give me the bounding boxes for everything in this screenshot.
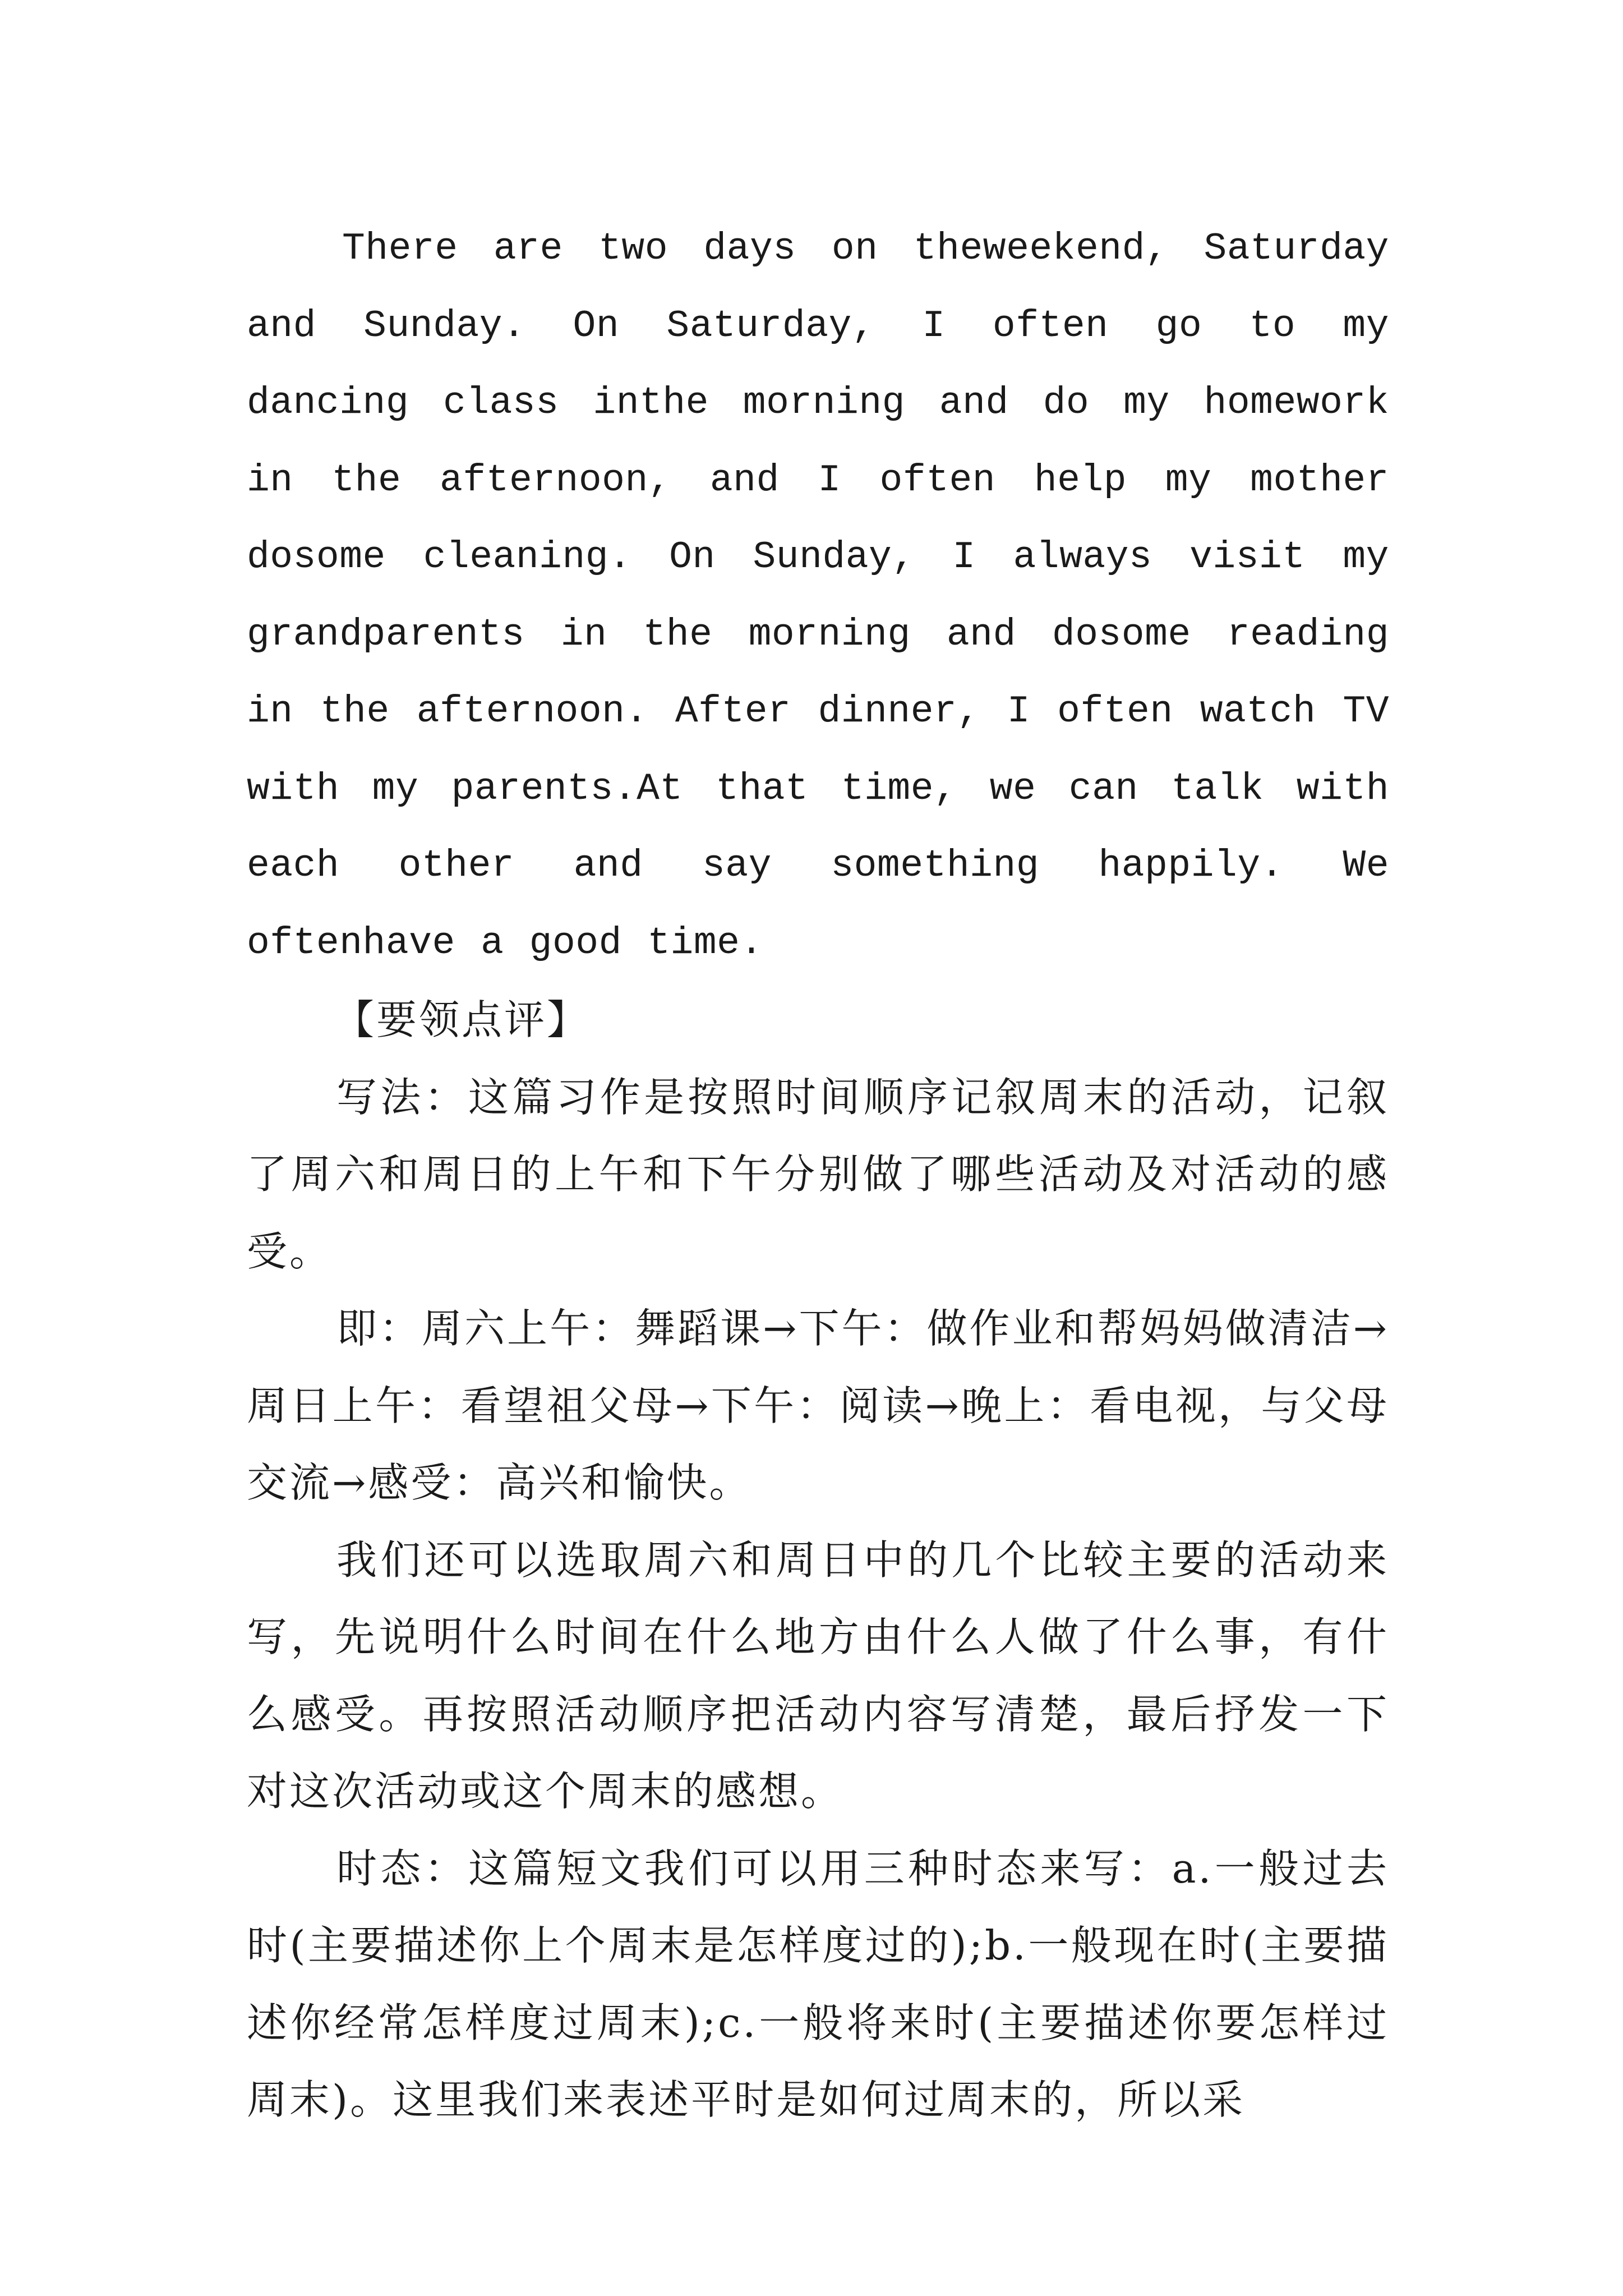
writing-method-paragraph: 写法：这篇习作是按照时间顺序记叙周末的活动，记叙了周六和周日的上午和下午分别做了哪些活动及对活动的感受。 xyxy=(247,1073,1389,1275)
document-page xyxy=(247,210,1389,2139)
english-essay-paragraph: There are two days on theweekend, Saturday and Sunday. On Saturday, I often go to my dancing class inthe morning and do my homework in the afternoon, and I often help my mother dosome cleaning. On Sunday, I always visit my grandparents in the morning and dosome reading in the afternoon. After dinner, I often watch TV with my parents.At that time, we can talk with each other and say something happily. We oftenhave a good time. xyxy=(247,227,1389,965)
section-heading: 【要领点评】 xyxy=(334,996,590,1043)
activity-sequence-paragraph: 即：周六上午：舞蹈课→下午：做作业和帮妈妈做清洁→周日上午：看望祖父母→下午：阅读→晚上：看电视，与父母交流→感受：高兴和愉快。 xyxy=(247,1305,1389,1506)
tense-paragraph: 时态：这篇短文我们可以用三种时态来写：a.一般过去时(主要描述你上个周末是怎样度过的);b.一般现在时(主要描述你经常怎样度过周末);c.一般将来时(主要描述你要怎样过周末)。这里我们来表述平时是如何过周末的，所以采 xyxy=(247,1844,1389,2123)
writing-advice-paragraph: 我们还可以选取周六和周日中的几个比较主要的活动来写，先说明什么时间在什么地方由什么人做了什么事，有什么感受。再按照活动顺序把活动内容写清楚，最后抒发一下对这次活动或这个周末的感想。 xyxy=(247,1536,1389,1815)
